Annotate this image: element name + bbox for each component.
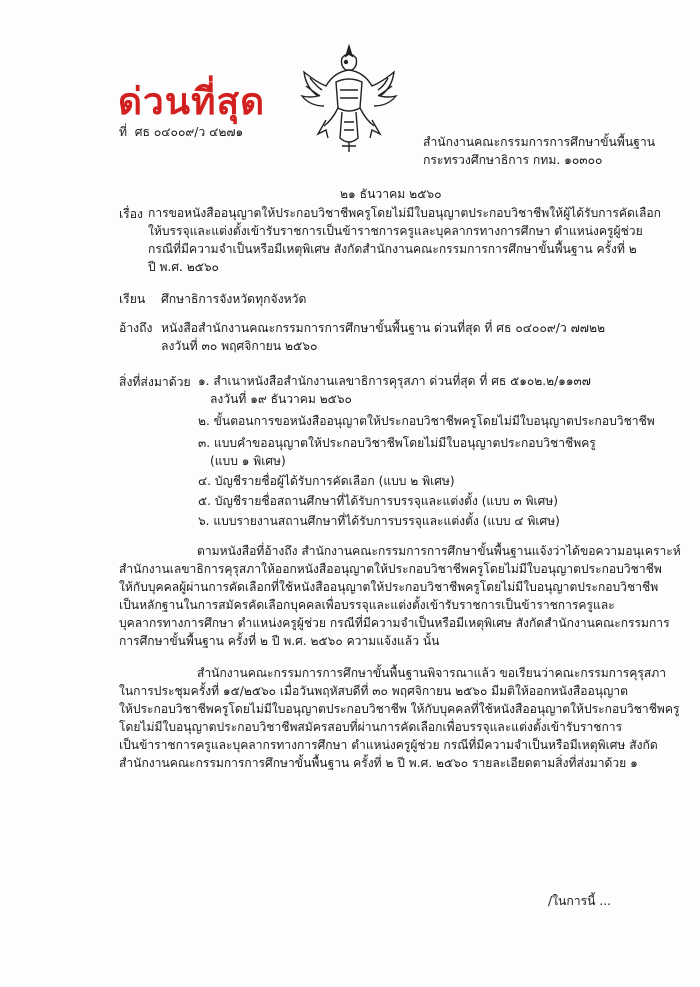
subject-text — [148, 206, 661, 286]
recipient: ศึกษาธิการจังหวัดทุกจังหวัด — [161, 292, 307, 306]
enclosure-item: ลงวันที่ ๑๙ ธันวาคม ๒๕๖๐ — [210, 392, 352, 406]
paragraph-line: ให้กับบุคคลผู้ผ่านการคัดเลือกที่ใช้หนังสืออนุญาตให้ประกอบวิชาชีพครูโดยไม่มีใบอนุญาตประกอบวิชาชีพ — [119, 580, 659, 594]
enclosure-item: ๔. บัญชีรายชื่อผู้ได้รับการคัดเลือก (แบบ ๒ พิเศษ) — [198, 474, 455, 488]
enclosure-item: ๑. สำเนาหนังสือสำนักงานเลขาธิการคุรุสภา ด่วนที่สุด ที่ ศธ ๕๑๐๒.๒/๑๑๓๗ — [198, 374, 591, 388]
paragraph-line: สำนักงานคณะกรรมการการศึกษาขั้นพื้นฐานพิจารณาแล้ว ขอเรียนว่าคณะกรรมการคุรุสภา — [197, 666, 667, 680]
enclosure-item: ๕. บัญชีรายชื่อสถานศึกษาที่ได้รับการบรรจุและแต่งตั้ง (แบบ ๓ พิเศษ) — [198, 494, 558, 508]
salutation-label: เรียน — [119, 292, 146, 306]
continuation-marker: /ในการนี้ ... — [548, 894, 611, 908]
body-paragraph-1 — [119, 544, 681, 654]
paragraph-line: การศึกษาขั้นพื้นฐาน ครั้งที่ ๒ ปี พ.ศ. ๒๕๖๐ ความแจ้งแล้ว นั้น — [119, 634, 440, 648]
reference-label: อ้างถึง — [119, 321, 153, 335]
paragraph-line: ให้ประกอบวิชาชีพครูโดยไม่มีใบอนุญาตประกอบวิชาชีพ ให้กับบุคคลที่ใช้หนังสืออนุญาตให้ประกอบวิชาชีพครู — [119, 702, 680, 716]
subject-label: เรื่อง — [119, 207, 143, 221]
enclosure-item: ๓. แบบคำขออนุญาตให้ประกอบวิชาชีพโดยไม่มีใบอนุญาตประกอบวิชาชีพครู — [198, 436, 596, 450]
paragraph-line: ในการประชุมครั้งที่ ๑๕/๒๕๖๐ เมื่อวันพฤหัสบดีที่ ๓๐ พฤศจิกายน ๒๕๖๐ มีมติให้ออกหนังสืออนุญาต — [119, 684, 628, 698]
subject-line: ปี พ.ศ. ๒๕๖๐ — [148, 260, 219, 274]
reference-number-line — [119, 124, 243, 140]
reference-date: ลงวันที่ ๓๐ พฤศจิกายน ๒๕๖๐ — [161, 339, 318, 353]
ref-label: ที่ — [119, 125, 128, 139]
enclosure-item: ๒. ขั้นตอนการขอหนังสืออนุญาตให้ประกอบวิชาชีพครูโดยไม่มีใบอนุญาตประกอบวิชาชีพ — [198, 414, 655, 428]
paragraph-line: บุคลากรทางการศึกษา ตำแหน่งครูผู้ช่วย กรณีที่มีความจำเป็นหรือมีเหตุพิเศษ สังกัดสำนักงานคณะกรรมการ — [119, 616, 670, 630]
enclosure-item: ๖. แบบรายงานสถานศึกษาที่ได้รับการบรรจุและแต่งตั้ง (แบบ ๔ พิเศษ) — [198, 514, 560, 528]
reference-line: หนังสือสำนักงานคณะกรรมการการศึกษาขั้นพื้นฐาน ด่วนที่สุด ที่ ศธ ๐๔๐๐๙/ว ๗๗๒๒ — [161, 321, 606, 335]
ref-number: ศธ ๐๔๐๐๙/ว ๔๒๗๑ — [134, 125, 244, 139]
subject-line: ให้บรรจุและแต่งตั้งเข้ารับราชการเป็นข้าราชการครูและบุคลากรทางการศึกษา ตำแหน่งครูผู้ช่วย — [148, 224, 643, 238]
subject-line: กรณีที่มีความจำเป็นหรือมีเหตุพิเศษ สังกัดสำนักงานคณะกรรมการการศึกษาขั้นพื้นฐาน ครั้งที่ ๒ — [148, 242, 637, 256]
paragraph-line: สำนักงานเลขาธิการคุรุสภาให้ออกหนังสืออนุญาตให้ประกอบวิชาชีพครูโดยไม่มีใบอนุญาตประกอบวิชาชีพ — [119, 562, 662, 576]
paragraph-line: ตามหนังสือที่อ้างถึง สำนักงานคณะกรรมการการศึกษาขั้นพื้นฐานแจ้งว่าได้ขอความอนุเคราะห์ — [197, 544, 681, 558]
body-paragraph-2 — [119, 666, 680, 776]
office-name: สำนักงานคณะกรรมการการศึกษาขั้นพื้นฐาน — [423, 135, 656, 149]
office-address: กระทรวงศึกษาธิการ กทม. ๑๐๓๐๐ — [423, 153, 603, 167]
paragraph-line: เป็นหลักฐานในการสมัครคัดเลือกบุคคลเพื่อบรรจุและแต่งตั้งเข้ารับราชการเป็นข้าราชการครูและ — [119, 598, 615, 612]
enclosures-label: สิ่งที่ส่งมาด้วย — [119, 375, 191, 389]
paragraph-line: โดยไม่มีใบอนุญาตประกอบวิชาชีพสมัครสอบที่ผ่านการคัดเลือกเพื่อบรรจุและแต่งตั้งเข้ารับราชการ — [119, 720, 623, 734]
enclosure-item: (แบบ ๑ พิเศษ) — [210, 454, 286, 468]
paragraph-line: สำนักงานคณะกรรมการการศึกษาขั้นพื้นฐาน ครั้งที่ ๒ ปี พ.ศ. ๒๕๖๐ รายละเอียดตามสิ่งที่ส่งมาด้วย ๑ — [119, 756, 638, 770]
paragraph-line: เป็นข้าราชการครูและบุคลากรทางการศึกษา ตำแหน่งครูผู้ช่วย กรณีที่มีความจำเป็นหรือมีเหตุพิเศษ สังกัด — [119, 738, 658, 752]
enclosures-list — [198, 374, 655, 534]
urgency-stamp: ด่วนที่สุด — [118, 80, 266, 123]
letter-date: ๒๑ ธันวาคม ๒๕๖๐ — [340, 187, 442, 201]
garuda-emblem-icon — [296, 42, 402, 154]
subject-line: การขอหนังสืออนุญาตให้ประกอบวิชาชีพครูโดยไม่มีใบอนุญาตประกอบวิชาชีพให้ผู้ได้รับการคัดเลือก — [148, 206, 661, 220]
